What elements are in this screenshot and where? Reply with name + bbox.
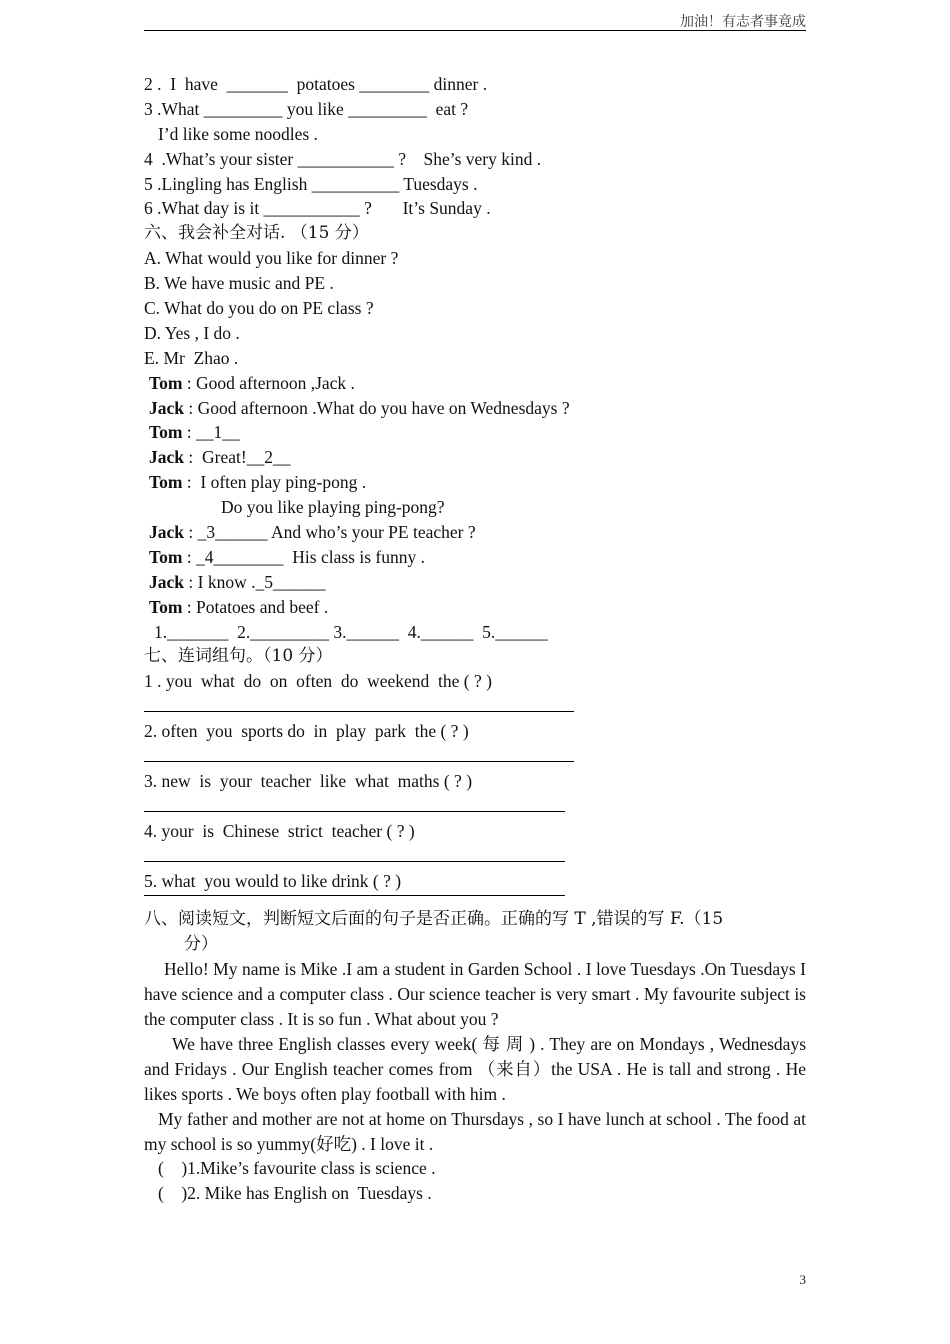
section-6-title: 六、我会补全对话. （15 分） bbox=[144, 223, 369, 244]
dialogue-text: : bbox=[182, 422, 197, 443]
speaker: Jack bbox=[149, 571, 184, 592]
dialogue-text: : bbox=[184, 522, 198, 543]
passage-paragraph-2: We have three English classes every week( 每 周 ) . They are on Mondays , Wednesdays and Fridays . Our English teacher comes from （来自）the USA . He is tall and strong . He likes sports . We boys often play football with him . bbox=[144, 1033, 806, 1104]
answer-blank-3[interactable]: _3______ bbox=[197, 522, 268, 543]
scramble-item-1: 1 . you what do on often do weekend the ( ? ) bbox=[144, 671, 492, 692]
page-number: 3 bbox=[799, 1272, 806, 1287]
dialogue-line-9 bbox=[144, 570, 806, 595]
dialogue-text: : I know . bbox=[184, 571, 256, 592]
answer-blank-1[interactable]: __1__ bbox=[196, 422, 240, 443]
option-b: B. We have music and PE . bbox=[144, 273, 334, 294]
dialogue-text: : bbox=[182, 546, 197, 567]
dialogue-line-8 bbox=[144, 545, 806, 570]
dialogue-line-3 bbox=[144, 420, 806, 445]
passage-paragraph-3: My father and mother are not at home on Thursdays , so I have lunch at school . The food at my school is so yummy(好吃) . I love it . bbox=[144, 1108, 806, 1154]
section-7-title: 七、连词组句。（10 分） bbox=[144, 646, 333, 667]
answer-line[interactable]: 1._______ 2._________ 3.______ 4.______ 5.______ bbox=[154, 621, 548, 642]
fill-in-item-3: 3 .What _________ you like _________ eat ? bbox=[144, 98, 469, 119]
dialogue-text-after: And who’s your PE teacher ? bbox=[267, 522, 476, 543]
dialogue-text: : Good afternoon .What do you have on Wednesdays ? bbox=[184, 397, 570, 418]
answer-rule-3[interactable] bbox=[144, 794, 806, 819]
dialogue-line-2 bbox=[144, 396, 806, 421]
header-text: 加油！有志者事竟成 bbox=[680, 15, 806, 30]
section-8-title: 八、阅读短文，判断短文后面的句子是否正确。正确的写 T ,错误的写 F.（15 bbox=[144, 909, 724, 930]
option-d: D. Yes , I do . bbox=[144, 322, 240, 343]
speaker: Tom bbox=[149, 422, 183, 443]
reading-passage bbox=[144, 957, 806, 1156]
speaker: Jack bbox=[149, 522, 184, 543]
fill-in-item-4: 4 .What’s your sister ___________ ? She’s very kind . bbox=[144, 148, 542, 169]
dialogue-line-1 bbox=[144, 371, 806, 396]
dialogue-line-6 bbox=[144, 495, 806, 520]
page-header bbox=[144, 10, 806, 31]
dialogue-line-10 bbox=[144, 595, 806, 620]
option-a: A. What would you like for dinner ? bbox=[144, 248, 399, 269]
speaker: Jack bbox=[149, 447, 184, 468]
dialogue-line-7 bbox=[144, 520, 806, 545]
speaker: Jack bbox=[149, 397, 184, 418]
speaker: Tom bbox=[149, 596, 183, 617]
section-8-title-cont: 分） bbox=[184, 934, 218, 955]
answer-blank-2[interactable]: __2__ bbox=[246, 447, 291, 468]
scramble-item-5: 5. what you would to like drink ( ? ) bbox=[144, 870, 402, 891]
answer-blank-4[interactable]: _4________ bbox=[196, 546, 284, 567]
option-c: C. What do you do on PE class ? bbox=[144, 298, 374, 319]
judge-question-2[interactable]: ( )2. Mike has English on Tuesdays . bbox=[158, 1183, 432, 1204]
answer-blank-5[interactable]: _5______ bbox=[255, 571, 326, 592]
passage-paragraph-1: Hello! My name is Mike .I am a student in Garden School . I love Tuesdays .On Tuesdays I have science and a computer class . Our science teacher is very smart . My favourite subject is the computer class . It is so fun . What about you ? bbox=[144, 959, 806, 1029]
fill-in-item-2: 2 . I have _______ potatoes ________ dinner . bbox=[144, 74, 488, 94]
scramble-item-3: 3. new is your teacher like what maths ( ? ) bbox=[144, 770, 473, 791]
dialogue-text: : Potatoes and beef . bbox=[182, 596, 329, 617]
dialogue-text-after: His class is funny . bbox=[283, 546, 425, 567]
fill-in-item-5: 5 .Lingling has English __________ Tuesdays . bbox=[144, 173, 478, 194]
dialogue-text: : Good afternoon ,Jack . bbox=[182, 372, 355, 393]
dialogue-text: : I often play ping-pong . bbox=[182, 472, 367, 493]
answer-rule-2[interactable] bbox=[144, 744, 806, 769]
dialogue-line-5 bbox=[144, 470, 806, 495]
answer-rule-4[interactable] bbox=[144, 844, 806, 869]
worksheet-content bbox=[144, 72, 806, 1206]
judge-question-1[interactable]: ( )1.Mike’s favourite class is science . bbox=[158, 1158, 436, 1179]
dialogue-text: : Great! bbox=[184, 447, 247, 468]
fill-in-item-6: 6 .What day is it ___________ ? It’s Sunday . bbox=[144, 198, 491, 219]
dialogue-line-4 bbox=[144, 445, 806, 470]
dialogue-text: Do you like playing ping-pong? bbox=[221, 497, 445, 518]
answer-rule-1[interactable] bbox=[144, 694, 806, 719]
answer-rule-5[interactable] bbox=[144, 893, 806, 903]
scramble-item-4: 4. your is Chinese strict teacher ( ? ) bbox=[144, 820, 415, 841]
speaker: Tom bbox=[149, 372, 183, 393]
option-e: E. Mr Zhao . bbox=[144, 347, 239, 368]
scramble-item-2: 2. often you sports do in play park the ( ? ) bbox=[144, 721, 469, 742]
speaker: Tom bbox=[149, 472, 183, 493]
fill-in-item-3-answer: I’d like some noodles . bbox=[158, 123, 318, 144]
speaker: Tom bbox=[149, 546, 183, 567]
